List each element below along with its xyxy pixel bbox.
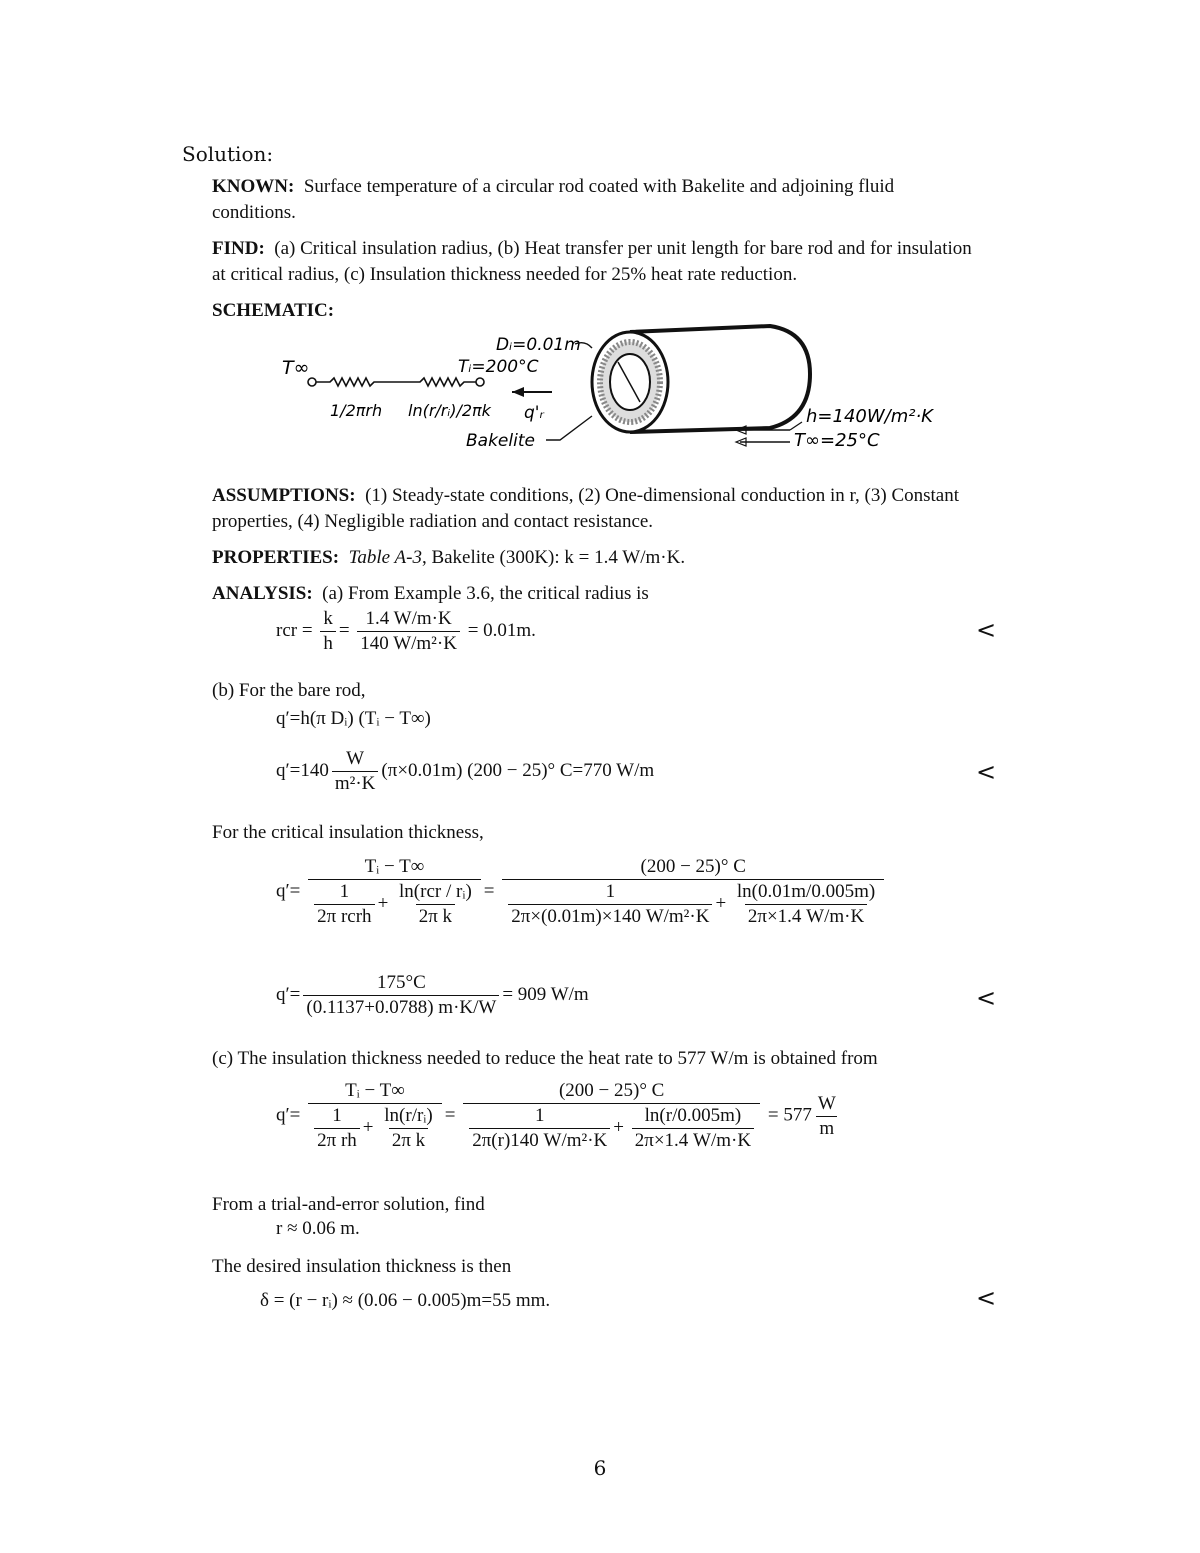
properties-table: Table A-3 — [348, 547, 422, 568]
eq-bare-rod: q′=h(π Dᵢ) (Tᵢ − T∞) — [276, 708, 431, 729]
trial-result: r ≈ 0.06 m. — [276, 1218, 360, 1239]
schematic-diagram — [270, 318, 950, 458]
trial-text: From a trial-and-error solution, find — [212, 1194, 485, 1215]
h-label: h=140W/m²·K — [806, 406, 933, 427]
find-text: (a) Critical insulation radius, (b) Heat transfer per unit length for bare rod and for insulation at critical radius, (c) Insulation thickness needed for 25% heat rate reduction. — [212, 238, 972, 285]
eq-thickness: δ = (r − rᵢ) ≈ (0.06 − 0.005)m=55 mm. — [260, 1290, 551, 1311]
answer-mark-b: < — [976, 758, 997, 786]
resistor-convection — [316, 378, 476, 386]
schematic-label: SCHEMATIC: — [212, 300, 335, 321]
h-leader — [790, 422, 802, 430]
properties-text: , Bakelite (300K): k = 1.4 W/m·K. — [421, 547, 686, 568]
answer-mark-a: < — [976, 616, 997, 644]
desired-text: The desired insulation thickness is then — [212, 1256, 512, 1277]
q-arrowhead — [512, 387, 524, 397]
assumptions-text: (1) Steady-state conditions, (2) One-dimensional conduction in r, (3) Constant properties, (4) Negligible radiation and contact resistance. — [212, 485, 959, 532]
q-label: q'ᵣ — [524, 403, 544, 423]
bakelite-leader — [546, 416, 592, 440]
answer-mark-c: < — [976, 984, 997, 1012]
node-left — [308, 378, 316, 386]
eq-critical-heat: q′= Tᵢ − T∞ $\frac{1}{\text{2π rcrh}}$ + $\frac{\text{ln(rcr / rᵢ)}}{\text{2π k}}$ = (200 − 25)° C $\frac{1}{\text{2π×(0.01m)×140 W/m²·K}}$ + $\frac{\ln(0.01m/0.005m)}{2\pi\times 1.4 W/m\cdot K}$ — [276, 856, 887, 928]
analysis-text: (a) From Example 3.6, the critical radius is — [322, 583, 649, 604]
eq-bare-rod-value: q′=140 $\frac{W}{\text{m²·K}}$ (π×0.01m) (200 − 25)° C=770 W/m — [276, 748, 655, 794]
properties-label: PROPERTIES: — [212, 547, 340, 568]
rod-core — [610, 354, 650, 410]
find-label: FIND: — [212, 238, 265, 259]
bakelite-label: Bakelite — [466, 431, 535, 451]
assumptions-section — [212, 483, 982, 535]
analysis-label: ANALYSIS: — [212, 583, 313, 604]
t-inf-value-label: T∞=25°C — [794, 430, 880, 451]
eq-critical-radius: rcr = $\frac{k}{h}$ = $\frac{1.4 W/m\cdot K}{\text{140 W/m²·K}}$ = 0.01m. — [276, 608, 536, 654]
ti-label: Tᵢ=200°C — [458, 357, 539, 377]
analysis-section — [212, 581, 982, 607]
properties-section — [212, 545, 982, 571]
r-conv-label: 1/2πrh — [330, 401, 383, 420]
part-c-text: (c) The insulation thickness needed to reduce the heat rate to 577 W/m is obtained from — [212, 1048, 878, 1069]
known-text: Surface temperature of a circular rod coated with Bakelite and adjoining fluid conditions. — [212, 176, 895, 223]
known-label: KNOWN: — [212, 176, 295, 197]
r-cond-label: ln(r/rᵢ)/2πk — [408, 401, 491, 420]
page-number: 6 — [593, 1456, 607, 1480]
di-label: Dᵢ=0.01m — [496, 335, 581, 355]
part-b-text: (b) For the bare rod, — [212, 680, 366, 701]
eq-critical-heat-value: q′= $\frac{175^\circ C}{(0.1137+0.0788) m\cdot K/W}$ = 909 W/m — [276, 972, 589, 1018]
t-inf-label: T∞ — [282, 357, 310, 379]
find-section — [212, 236, 982, 288]
known-section — [212, 174, 982, 226]
critical-text: For the critical insulation thickness, — [212, 822, 484, 843]
assumptions-label: ASSUMPTIONS: — [212, 485, 356, 506]
node-right — [476, 378, 484, 386]
answer-mark-d: < — [976, 1284, 997, 1312]
eq-reduced-heat: q′= Tᵢ − T∞ $\frac{1}{\text{2π rh}}$ + $\frac{\text{ln(r/rᵢ)}}{\text{2π k}}$ = (200 − 25)° C $\frac{1}{\text{2π(r)140 W/m²·K}}$ + $\frac{\ln(r/0.005m)}{2\pi\times 1.4 W/m\cdot K}$ = 577 $\frac{W}{m}$ — [276, 1080, 836, 1151]
solution-heading: Solution: — [182, 142, 274, 166]
